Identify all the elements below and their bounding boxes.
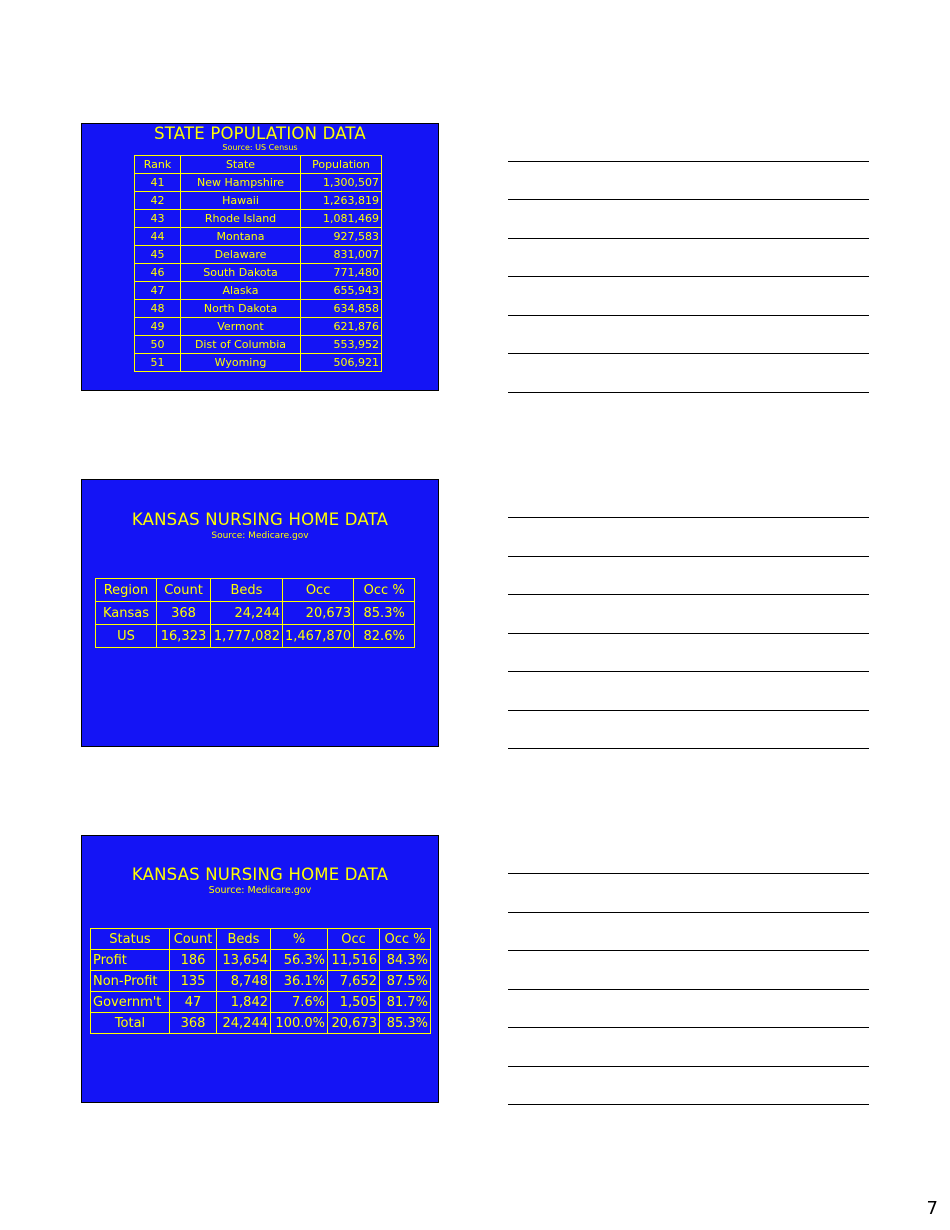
table-cell: Alaska [181, 282, 301, 300]
table-cell: 831,007 [301, 246, 382, 264]
note-line [508, 276, 869, 277]
slide-title: STATE POPULATION DATA [154, 124, 366, 143]
table-row [135, 336, 382, 354]
table-cell: 771,480 [301, 264, 382, 282]
slide-nursing-home-status [81, 835, 439, 1103]
table-cell: 56.3% [271, 950, 328, 971]
table-cell: Non-Profit [91, 971, 170, 992]
table-cell: Kansas [96, 602, 157, 625]
slide-source: Source: US Census [222, 143, 298, 152]
table-cell: 7,652 [328, 971, 380, 992]
table-cell: 85.3% [380, 1013, 431, 1034]
note-line [508, 671, 869, 672]
table-cell: 186 [170, 950, 217, 971]
table-cell: 1,505 [328, 992, 380, 1013]
table-cell: 84.3% [380, 950, 431, 971]
table-row [91, 992, 431, 1013]
table-cell: 1,263,819 [301, 192, 382, 210]
table-cell: 43 [135, 210, 181, 228]
note-line [508, 912, 869, 913]
table-cell: Vermont [181, 318, 301, 336]
table-row [135, 192, 382, 210]
table-row [91, 1013, 431, 1034]
table-row [91, 950, 431, 971]
table-cell: Profit [91, 950, 170, 971]
table-cell: 24,244 [217, 1013, 271, 1034]
table-cell: 50 [135, 336, 181, 354]
note-line [508, 710, 869, 711]
table-row [135, 228, 382, 246]
status-table [90, 928, 431, 1034]
table-cell: 46 [135, 264, 181, 282]
column-header: Occ [283, 579, 354, 602]
table-cell: 1,300,507 [301, 174, 382, 192]
table-cell: 13,654 [217, 950, 271, 971]
table-row [96, 602, 415, 625]
table-cell: 16,323 [157, 625, 211, 648]
table-row [135, 264, 382, 282]
table-cell: 42 [135, 192, 181, 210]
table-cell: 20,673 [328, 1013, 380, 1034]
table-cell: 47 [135, 282, 181, 300]
table-cell: 36.1% [271, 971, 328, 992]
table-cell: 368 [157, 602, 211, 625]
column-header: Region [96, 579, 157, 602]
note-line [508, 238, 869, 239]
column-header: Count [170, 929, 217, 950]
table-cell: 506,921 [301, 354, 382, 372]
table-cell: 553,952 [301, 336, 382, 354]
slide-title: KANSAS NURSING HOME DATA [131, 865, 389, 884]
column-header: Rank [135, 156, 181, 174]
table-cell: 135 [170, 971, 217, 992]
table-cell: US [96, 625, 157, 648]
slide-source: Source: Medicare.gov [208, 885, 312, 896]
table-cell: Total [91, 1013, 170, 1034]
slide-nursing-home-region [81, 479, 439, 747]
table-cell: 368 [170, 1013, 217, 1034]
table-header-row [91, 929, 431, 950]
note-line [508, 633, 869, 634]
slide-state-population [81, 123, 439, 391]
column-header: Beds [217, 929, 271, 950]
note-line [508, 1027, 869, 1028]
slide-source: Source: Medicare.gov [211, 531, 309, 541]
table-cell: 1,467,870 [283, 625, 354, 648]
note-line [508, 873, 869, 874]
table-cell: 11,516 [328, 950, 380, 971]
note-line [508, 517, 869, 518]
table-cell: 1,842 [217, 992, 271, 1013]
table-header-row [96, 579, 415, 602]
table-cell: 85.3% [354, 602, 415, 625]
note-line [508, 161, 869, 162]
table-header-row [135, 156, 382, 174]
column-header: Beds [211, 579, 283, 602]
table-cell: 87.5% [380, 971, 431, 992]
page-number: 7 [926, 1198, 938, 1219]
note-line [508, 1104, 869, 1105]
table-cell: 47 [170, 992, 217, 1013]
table-row [135, 318, 382, 336]
column-header: Population [301, 156, 382, 174]
table-cell: 927,583 [301, 228, 382, 246]
table-row [96, 625, 415, 648]
table-cell: 1,777,082 [211, 625, 283, 648]
note-line [508, 950, 869, 951]
column-header: State [181, 156, 301, 174]
table-cell: 634,858 [301, 300, 382, 318]
table-cell: 24,244 [211, 602, 283, 625]
table-cell: 655,943 [301, 282, 382, 300]
table-cell: 621,876 [301, 318, 382, 336]
column-header: Count [157, 579, 211, 602]
table-cell: 41 [135, 174, 181, 192]
table-cell: Montana [181, 228, 301, 246]
note-line [508, 989, 869, 990]
table-row [91, 971, 431, 992]
note-line [508, 392, 869, 393]
table-cell: Rhode Island [181, 210, 301, 228]
table-cell: Governm't [91, 992, 170, 1013]
table-row [135, 210, 382, 228]
note-line [508, 353, 869, 354]
table-cell: 20,673 [283, 602, 354, 625]
table-cell: 49 [135, 318, 181, 336]
table-row [135, 282, 382, 300]
table-cell: 51 [135, 354, 181, 372]
table-cell: 82.6% [354, 625, 415, 648]
table-cell: Dist of Columbia [181, 336, 301, 354]
note-line [508, 556, 869, 557]
table-cell: 8,748 [217, 971, 271, 992]
table-cell: 45 [135, 246, 181, 264]
table-row [135, 246, 382, 264]
column-header: Occ % [380, 929, 431, 950]
table-cell: North Dakota [181, 300, 301, 318]
population-table [134, 155, 382, 372]
table-cell: 1,081,469 [301, 210, 382, 228]
table-cell: Wyoming [181, 354, 301, 372]
note-line [508, 1066, 869, 1067]
table-cell: 7.6% [271, 992, 328, 1013]
table-cell: 48 [135, 300, 181, 318]
column-header: Occ % [354, 579, 415, 602]
slide-title: KANSAS NURSING HOME DATA [131, 510, 389, 529]
table-cell: Delaware [181, 246, 301, 264]
table-row [135, 354, 382, 372]
column-header: Occ [328, 929, 380, 950]
column-header: % [271, 929, 328, 950]
table-cell: Hawaii [181, 192, 301, 210]
table-cell: 81.7% [380, 992, 431, 1013]
table-cell: South Dakota [181, 264, 301, 282]
table-row [135, 174, 382, 192]
note-line [508, 748, 869, 749]
note-line [508, 594, 869, 595]
note-line [508, 315, 869, 316]
table-cell: 100.0% [271, 1013, 328, 1034]
table-cell: 44 [135, 228, 181, 246]
column-header: Status [91, 929, 170, 950]
table-cell: New Hampshire [181, 174, 301, 192]
note-line [508, 199, 869, 200]
region-table [95, 578, 415, 648]
table-row [135, 300, 382, 318]
